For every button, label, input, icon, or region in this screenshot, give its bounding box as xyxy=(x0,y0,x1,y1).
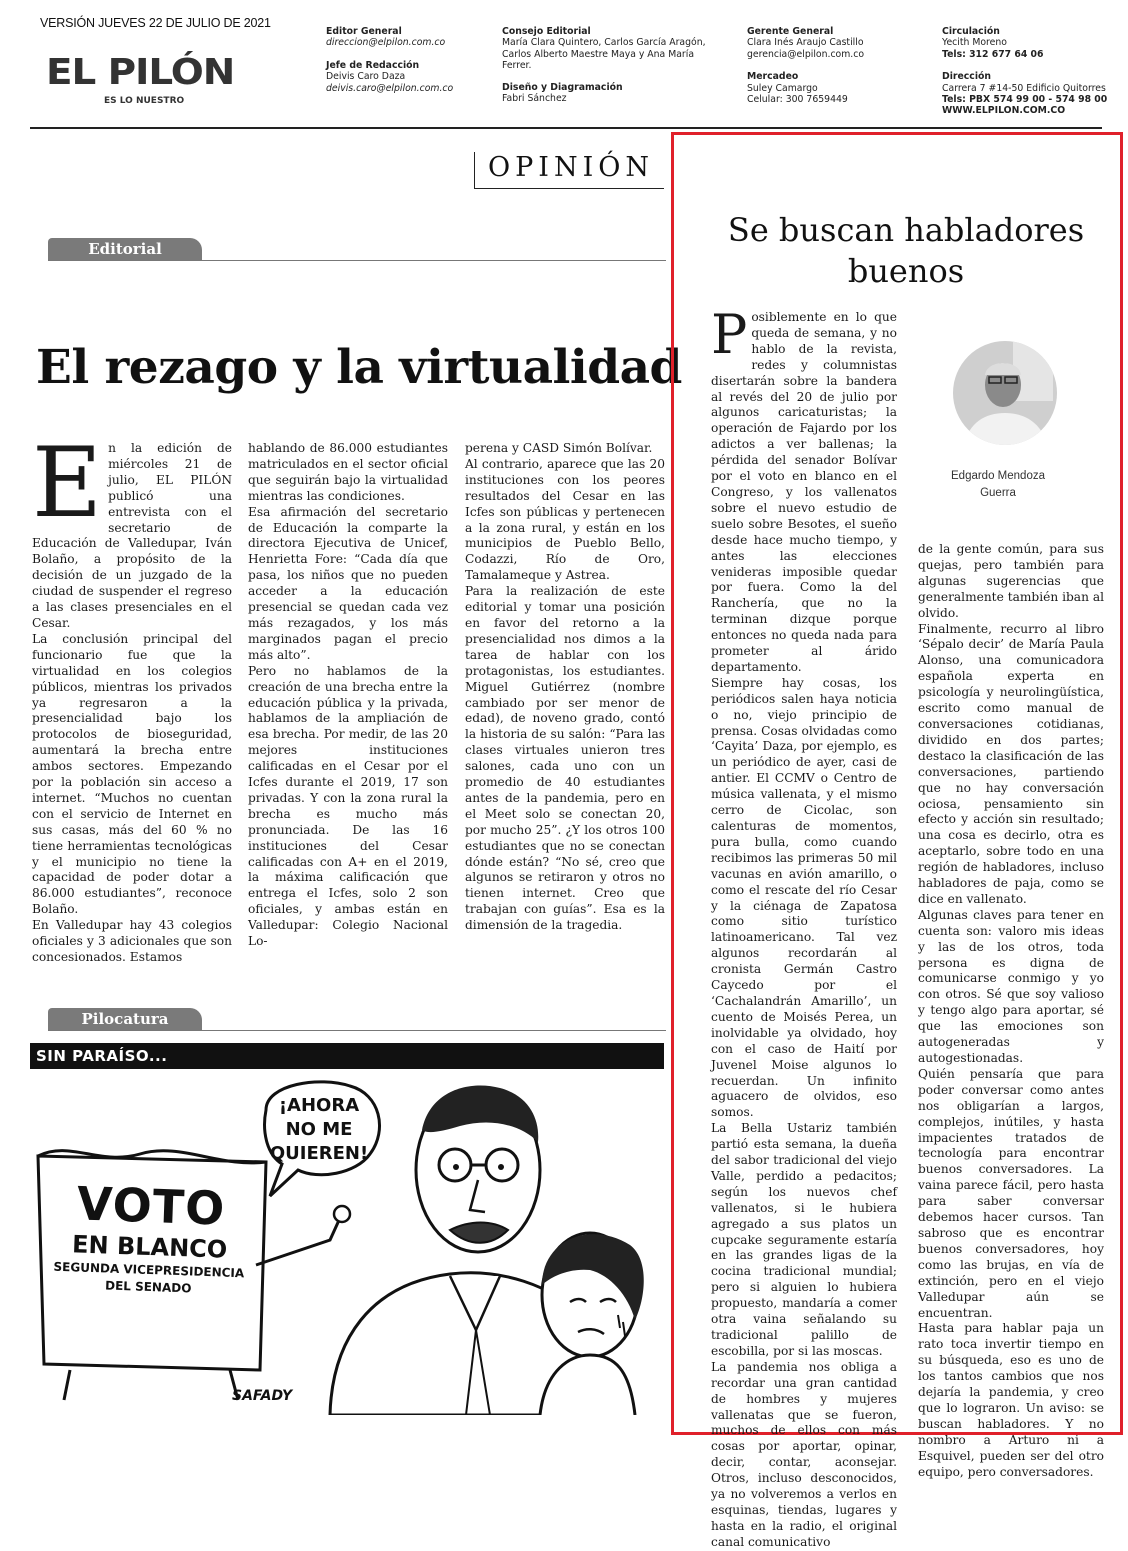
masthead-rule xyxy=(30,127,1102,129)
direccion-label: Dirección xyxy=(942,71,992,83)
direccion-address: Carrera 7 #14-50 Edificio Quitorres xyxy=(942,82,1106,94)
mercadeo-phone: Celular: 300 7659449 xyxy=(747,94,848,106)
editorial-column-2 xyxy=(248,441,448,950)
newspaper-slogan: ES LO NUESTRO xyxy=(104,96,185,106)
gerente-email: gerencia@elpilon.com.co xyxy=(747,48,865,60)
editorial-column-3 xyxy=(465,441,665,934)
editorial-paragraph: La conclusión principal del funcionario fue que la virtualidad en los colegios públicos, mientras los privados ya regresaron a la presencialidad bajo los protocolos de bioseguridad, aumentará la brecha entre ambos sectores. Empezando por la población sin acceso a internet. “Muchos no cuentan con el servicio de Internet en sus casas, más del 60 % no tiene herramientas tecnológicas y el municipio no tiene la capacidad de poder dotar a 86.000 estudiantes”, reconoce Bolaño. xyxy=(32,631,232,917)
editor-label: Editor General xyxy=(326,26,402,37)
pilocatura-tab-rule xyxy=(48,1030,666,1031)
bubble-line: NO ME xyxy=(285,1119,353,1140)
mercadeo-label: Mercadeo xyxy=(747,71,799,83)
author-line: Guerra xyxy=(980,487,1016,499)
author-photo xyxy=(953,333,1057,453)
gerente-name: Clara Inés Araujo Castillo xyxy=(747,37,864,49)
opinion-paragraph: Hasta para hablar paja un rato toca invertir tiempo en su búsqueda, eso es uno de los tantos cambios que nos dejaría la pandemia, y creo que lo lograron. Un aviso: se buscan habladores. Y no nombro a Arturo ni a Esquivel, pueden ser del otro equipo, pero conversadores. xyxy=(918,1321,1104,1479)
editorial-paragraph: n la edición de miércoles 21 de julio, EL PILÓN publicó una entrevista con el secretario de Educación de Valledupar, Iván Bolaño, a propósito de la decisión de un juzgado de la ciudad de suspender el regreso a las clases presenciales en el Cesar. xyxy=(32,441,232,630)
edition-date: VERSIÓN JUEVES 22 DE JULIO DE 2021 xyxy=(40,16,271,30)
section-rule xyxy=(474,188,664,189)
opinion-paragraph: La Bella Ustariz también partió esta semana, la dueña del sabor tradicional del viejo Valle, perdido a pedacitos; según los nuevos chef vallenatos, si le hubiera agregado a sus platos un cupcake seguramente estaría en las grandes ligas de la cocina tradicional mundial; pero si alguien lo hubiera propuesto, mandaría a comer otra vaina señalando su tradicional palillo de escobilla, por si las moscas. xyxy=(711,1121,897,1358)
staff-column-3 xyxy=(747,26,917,105)
editorial-tab-rule xyxy=(48,260,666,261)
direccion-tel: Tels: PBX 574 99 00 - 574 98 00 xyxy=(942,94,1108,106)
opinion-headline: Se buscan habladores buenos xyxy=(727,211,1085,290)
pilocatura-tab: Pilocatura xyxy=(48,1008,202,1030)
staff-column-2 xyxy=(502,26,720,104)
sign-en-blanco: EN BLANCO xyxy=(71,1230,228,1264)
editorial-drop-cap: E xyxy=(32,427,103,539)
consejo-label: Consejo Editorial xyxy=(502,26,591,37)
author-line: Edgardo Mendoza xyxy=(951,470,1045,482)
newspaper-logo: EL PILÓN xyxy=(46,52,235,93)
opinion-column-2 xyxy=(918,542,1104,1480)
jefe-email: deivis.caro@elpilon.com.co xyxy=(326,82,454,94)
section-title: OPINIÓN xyxy=(488,152,655,183)
diseno-label: Diseño y Diagramación xyxy=(502,81,623,93)
sign-voto: VOTO xyxy=(76,1176,227,1236)
sign-subtitle: DEL SENADO xyxy=(104,1278,192,1296)
section-rule-vertical xyxy=(474,152,475,189)
editorial-paragraph: Esa afirmación del secretario de Educación la comparte la directora Ejecutiva de Unicef, Henrietta Fore: “Cada día que pasa, los niños que no pueden acceder a la educación presencial se quedan cada vez más rezagados, y los más marginados pagan el precio más alto”. xyxy=(248,504,448,662)
circulacion-tel: Tels: 312 677 64 06 xyxy=(942,48,1044,60)
cartoon-sign-text xyxy=(48,1177,252,1300)
opinion-paragraph: de la gente común, para sus quejas, pero también para algunas sugerencias que generalmente también iban al olvido. xyxy=(918,542,1104,620)
jefe-label: Jefe de Redacción xyxy=(326,59,420,71)
editorial-tab: Editorial xyxy=(48,238,202,260)
sign-subtitle: SEGUNDA VICEPRESIDENCIA xyxy=(53,1259,245,1281)
bubble-line: QUIEREN! xyxy=(269,1143,369,1164)
bubble-line: ¡AHORA xyxy=(278,1095,360,1116)
opinion-paragraph: osiblemente en lo que queda de semana, y no hablo de la revista, redes y columnistas disertarán sobre la bandera al revés del 20 de julio por algunos caricaturistas; la operación de Fajardo por los adictos a ver ballenas; la pérdida del senador Bolívar por el voto en blanco en el Congreso, y los vallenatos sobre el nuevo estudio de suelo sobre Besotes, el sueño desde hace mucho tiempo, y antes las elecciones venideras imposible quedar por fuera. Como la del Ranchería, que no la terminan dizque porque entonces no queda nada para prometer al árido departamento. xyxy=(711,310,897,674)
circulacion-name: Yecith Moreno xyxy=(942,37,1007,49)
circulacion-label: Circulación xyxy=(942,26,1000,37)
cartoon-speech-bubble xyxy=(264,1094,374,1166)
opinion-column-1 xyxy=(711,303,897,1551)
staff-column-1 xyxy=(326,26,491,94)
editor-email: direccion@elpilon.com.co xyxy=(326,37,446,49)
opinion-paragraph: Finalmente, recurro al libro ‘Sépalo decir’ de María Paula Alonso, una comunicadora española experta en psicología y neurolingüística, escrito como manual de conversaciones cotidianas, dividido en dos partes; destaco la clasificación de las conversaciones, partiendo que no hay conversación ociosa, pensamiento sin efecto y acción sin resultado; una cosa es decirlo, otra es aceptarlo, sobre todo en una región de habladores, incluso habladores de paja, como se dice en vallenato. xyxy=(918,621,1104,906)
editorial-paragraph: Al contrario, aparece que las 20 instituciones con los peores resultados del Cesar en las Icfes son públicas y pertenecen a la zona rural, y están en los municipios de Pueblo Bello, Codazzi, Río de Oro, Tamalameque y Astrea. xyxy=(465,456,665,583)
diseno-name: Fabri Sánchez xyxy=(502,93,567,105)
editorial-paragraph: Para la realización de este editorial y tomar una posición en favor del retorno a la presencialidad nos dimos a la tarea de hablar con los protagonistas, los estudiantes. Miguel Gutiérrez (nombre cambiado por ser menor de edad), de noveno grado, contó la historia de su salón: “Para las clases virtuales unieron tres salones, cada uno con un promedio de 40 estudiantes antes de la pandemia, pero en el Meet solo se conectan 20, por mucho 25”. ¿Y los otros 100 estudiantes que no se conectan dónde están? “No sé, creo que algunos se retiraron y otros no tienen internet. Creo que trabajan con guías”. Esa es la dimensión de la tragedia. xyxy=(465,584,665,933)
opinion-paragraph: Algunas claves para tener en cuenta son: valoro mis ideas y las de los otros, toda persona es digna de comunicarse conmigo y yo con otros. Sé que soy valioso y tengo algo para aportar, sé que las emociones son autogeneradas y autogestionadas. xyxy=(918,907,1104,1065)
editorial-paragraph: En Valledupar hay 43 colegios oficiales y 3 adicionales que son concesionados. Estamos xyxy=(32,918,232,964)
editorial-column-1 xyxy=(32,427,232,966)
opinion-paragraph: La pandemia nos obliga a recordar una gran cantidad de hombres y mujeres vallenatas que se fueron, muchos de ellos con más cosas por aportar, opinar, decir, contar, aconsejar. Otros, incluso desconocidos, ya no volveremos a verlos en esquinas, tiendas, lugares y hasta en la radio, el original canal comunicativo xyxy=(711,1359,897,1549)
mercadeo-name: Suley Camargo xyxy=(747,82,818,94)
opinion-paragraph: Quién pensaría que para poder conversar como antes nos obligarían a largos, complejos, inútiles, y hasta impacientes tratados de tecnología para encontrar buenos conversadores. La vaina parece fácil, pero hasta para saber conversar debemos hacer cursos. Tan sabroso que es encontrar buenos conversadores, hoy como las brujas, en vía de extinción, pero en el viejo Valledupar aún se encuentran. xyxy=(918,1066,1104,1320)
direccion-web: WWW.ELPILON.COM.CO xyxy=(942,105,1066,117)
editorial-paragraph: perena y CASD Simón Bolívar. xyxy=(465,441,653,455)
cartoon-signature: SAFADY xyxy=(232,1388,293,1404)
editorial-paragraph: Pero no hablamos de la creación de una brecha entre la educación pública y la privada, hablamos de la ampliación de esa brecha. Por medir, de las 20 mejores instituciones calificadas en el Cesar por el Icfes durante el 2019, 17 son privadas. Y con la zona rural la brecha es mucho más pronunciada. De las 16 instituciones del Cesar calificadas con A+ en el 2019, la máxima calificación que entrega el Icfes, solo 2 son oficiales, y ambas están en Valledupar: Colegio Nacional Lo- xyxy=(248,663,448,949)
consejo-names: María Clara Quintero, Carlos García Aragón, Carlos Alberto Maestre Maya y Ana María Ferrer. xyxy=(502,37,706,72)
editorial-paragraph: hablando de 86.000 estudiantes matriculados en el sector oficial que seguirán bajo la virtualidad mientras las condiciones. xyxy=(248,441,448,503)
author-name xyxy=(928,468,1068,502)
jefe-name: Deivis Caro Daza xyxy=(326,71,406,83)
cartoon-header: SIN PARAÍSO... xyxy=(36,1047,168,1065)
cartoon-header-bar xyxy=(30,1043,664,1069)
editorial-headline: El rezago y la virtualidad xyxy=(36,340,682,395)
opinion-drop-cap: P xyxy=(711,303,748,366)
staff-column-4 xyxy=(942,26,1117,117)
gerente-label: Gerente General xyxy=(747,26,834,37)
opinion-paragraph: Siempre hay cosas, los periódicos salen haya noticia o no, viejo principio de prensa. Cosas olvidadas como ‘Cayita’ Daza, por ejemplo, es un periódico de ayer, casi de antier. El CCMV o Centro de música vallenata, y el mismo cerro de Cicolac, son calenturas de momentos, pura bulla, como cuando recibimos las primeras 50 mil vacunas en avión amarillo, o como el rescate del río Cesar y la ciénaga de Zapatosa como sitio turístico latinoamericano. Tal vez algunos recordarán al cronista Germán Castro Caycedo por el ‘Cachalandrán Amarillo’, un cuento de Moisés Perea, un inolvidable ya olvidado, hoy con el caso de Haití por Juvenel Moise algunos lo recuerdan. Un infinito aguacero de olvidos, eso somos. xyxy=(711,675,897,1120)
